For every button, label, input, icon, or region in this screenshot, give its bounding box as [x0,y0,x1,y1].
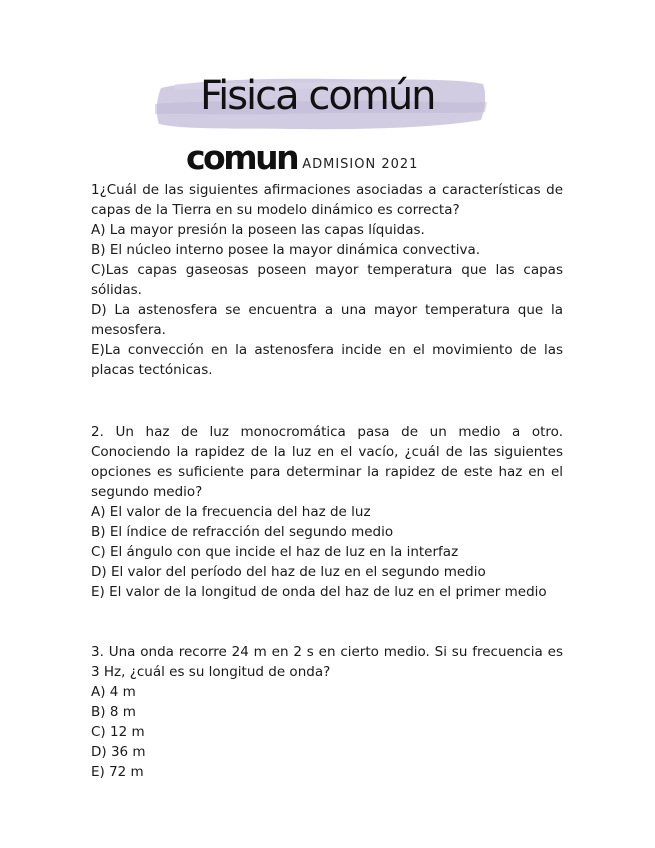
admission-tag: ADMISION 2021 [302,157,419,172]
option-c: C) El ángulo con que incide el haz de luz en la interfaz [91,544,459,560]
option-e: E) 72 m [91,764,144,780]
page-title: Fisica común [200,73,435,119]
question-text: 3. Una onda recorre 24 m en 2 s en cierto medio. Si su frecuencia es 3 Hz, ¿cuál es su longitud de onda? [91,644,563,680]
question-text: 2. Un haz de luz monocromática pasa de un medio a otro. Conociendo la rapidez de la luz en el vacío, ¿cuál de las siguientes opciones es suficiente para determinar la rapidez de este haz en el segundo medio? [91,424,563,500]
option-a: A) La mayor presión la poseen las capas líquidas. [91,222,425,238]
option-a: A) El valor de la frecuencia del haz de luz [91,504,371,520]
questions-container [91,180,563,782]
option-d: D) El valor del período del haz de luz en el segundo medio [91,564,486,580]
question-3 [91,642,563,782]
page-subtitle: comun [186,138,298,177]
option-d: D) 36 m [91,744,146,760]
question-2 [91,422,563,602]
option-c: C) 12 m [91,724,145,740]
option-b: B) 8 m [91,704,136,720]
option-a: A) 4 m [91,684,136,700]
option-b: B) El núcleo interno posee la mayor dinámica convectiva. [91,242,481,258]
option-d: D) La astenosfera se encuentra a una mayor temperatura que la mesosfera. [91,302,563,338]
question-text: 1¿Cuál de las siguientes afirmaciones asociadas a características de capas de la Tierra en su modelo dinámico es correcta? [91,182,563,218]
question-1 [91,180,563,380]
option-e: E) El valor de la longitud de onda del haz de luz en el primer medio [91,584,547,600]
option-b: B) El índice de refracción del segundo medio [91,524,394,540]
subtitle-row [186,138,418,178]
option-c: C)Las capas gaseosas poseen mayor temperatura que las capas sólidas. [91,262,563,298]
option-e: E)La convección en la astenosfera incide en el movimiento de las placas tectónicas. [91,342,563,378]
